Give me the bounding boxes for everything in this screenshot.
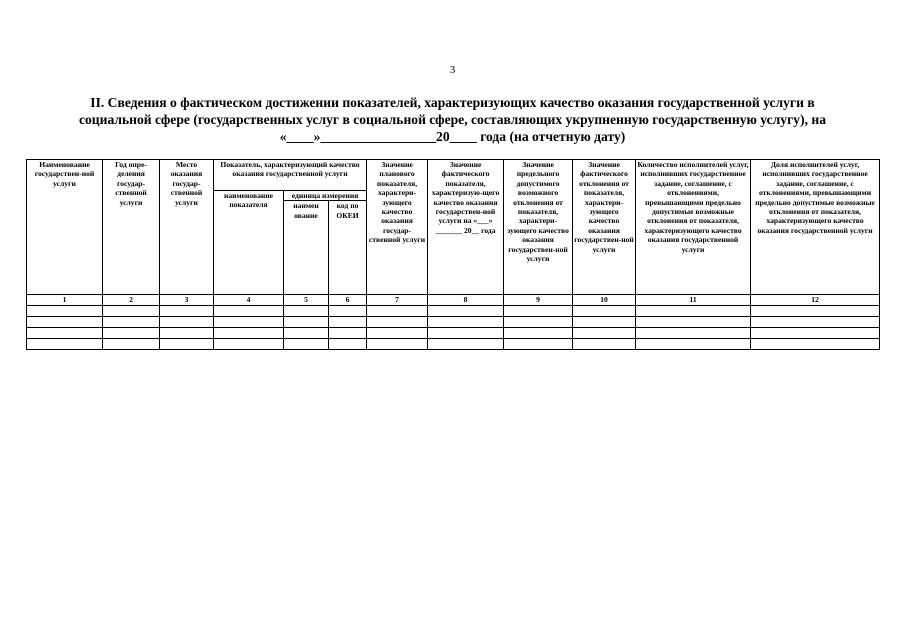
header-max-deviation: Значение предельного допустимого возможного отклонения от показателя, характери-зующего качество оказания государствен-ной услуги — [504, 160, 573, 295]
column-number: 8 — [428, 295, 504, 305]
section-heading: II. Сведения о фактическом достижении показателей, характеризующих качество оказания государственной услуги в социальной сфере (государственных услуг в социальной сфере, составляющих укрупненную государственную услугу), на «____»_________________20____ года (на отчетную дату) — [78, 95, 827, 144]
column-number: 4 — [214, 295, 284, 305]
report-table — [26, 159, 880, 350]
header-year: Год опре-деления государ-ственной услуги — [103, 160, 160, 295]
header-unit-name: наимен ование — [284, 201, 329, 295]
header-service-name: Наименование государствен-ной услуги — [27, 160, 103, 295]
header-indicator-group: Показатель, характеризующий качество оказания государственной услуги — [214, 160, 367, 191]
column-number: 1 — [27, 295, 103, 305]
header-unit-group: единица измерения — [284, 191, 367, 201]
header-count-performers: Количество исполнителей услуг, исполнивших государственное задание, соглашение, с отклонениями, превышающими предельно допустимые возможные отклонения от показателя, характеризующего качество оказания государственной услуги — [636, 160, 751, 295]
header-share-performers: Доля исполнителей услуг, исполнивших государственное задание, соглашение, с отклонениями, превышающими предельно допустимые возможные отклонения от показателя, характеризующего качество оказания государственной услуги — [751, 160, 880, 295]
header-indicator-name: наименование показателя — [214, 191, 284, 295]
column-number: 11 — [636, 295, 751, 305]
table-row — [27, 305, 880, 316]
column-number: 9 — [504, 295, 573, 305]
header-planned-value: Значение планового показателя, характери-зующего качество оказания государ-ственной услуги — [367, 160, 428, 295]
column-number: 12 — [751, 295, 880, 305]
header-place: Место оказания государ-ственной услуги — [160, 160, 214, 295]
column-number: 3 — [160, 295, 214, 305]
header-actual-value: Значение фактического показателя, характеризую-щего качество оказания государствен-ной услуги на «___» _______ 20__ года — [428, 160, 504, 295]
table-row — [27, 316, 880, 327]
table-row — [27, 338, 880, 349]
column-number-row — [27, 295, 880, 305]
column-number: 6 — [329, 295, 367, 305]
column-number: 7 — [367, 295, 428, 305]
table-row — [27, 327, 880, 338]
page-number: 3 — [449, 64, 456, 76]
column-number: 5 — [284, 295, 329, 305]
header-unit-code: код по ОКЕИ — [329, 201, 367, 295]
column-number: 10 — [573, 295, 636, 305]
table-body — [27, 295, 880, 349]
table-header — [27, 160, 880, 295]
column-number: 2 — [103, 295, 160, 305]
header-actual-deviation: Значение фактического отклонения от показателя, характери-зующего качество оказания государствен-ной услуги — [573, 160, 636, 295]
